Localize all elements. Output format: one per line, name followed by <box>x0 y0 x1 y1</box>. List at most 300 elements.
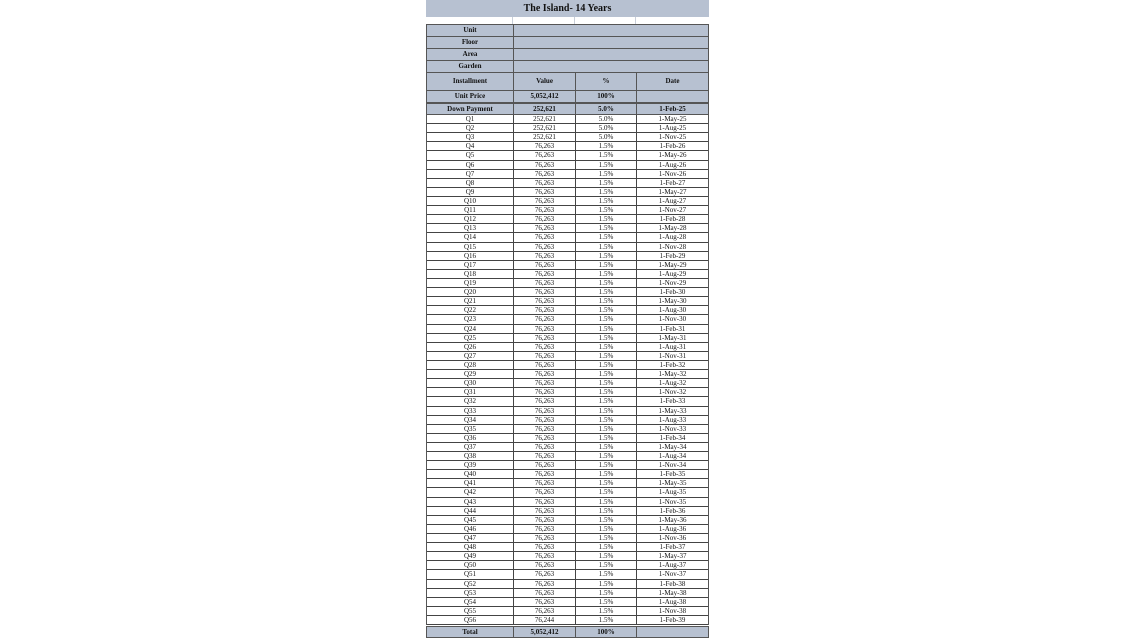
table-row <box>427 261 708 270</box>
down-payment-row <box>426 103 709 115</box>
table-row <box>427 425 708 434</box>
percent-cell: 1.5% <box>576 388 637 397</box>
value-cell: 76,263 <box>514 561 576 570</box>
header-installment: Installment <box>427 73 514 90</box>
value-cell: 76,263 <box>514 215 576 224</box>
percent-cell: 1.5% <box>576 498 637 507</box>
table-row <box>427 607 708 616</box>
header-percent: % <box>576 73 637 90</box>
date-cell: 1-Feb-26 <box>637 142 708 151</box>
table-row <box>427 170 708 179</box>
installment-cell: Q14 <box>427 233 514 242</box>
percent-cell: 1.5% <box>576 598 637 607</box>
value-cell: 76,263 <box>514 261 576 270</box>
value-cell: 76,263 <box>514 279 576 288</box>
value-cell: 76,263 <box>514 151 576 160</box>
table-row <box>427 498 708 507</box>
percent-cell: 1.5% <box>576 288 637 297</box>
table-row <box>427 543 708 552</box>
value-cell: 76,263 <box>514 270 576 279</box>
date-cell: 1-Feb-27 <box>637 179 708 188</box>
date-cell: 1-Aug-31 <box>637 343 708 352</box>
percent-cell: 1.5% <box>576 479 637 488</box>
percent-cell: 1.5% <box>576 379 637 388</box>
percent-cell: 1.5% <box>576 334 637 343</box>
table-row <box>427 124 708 133</box>
date-cell: 1-Nov-38 <box>637 607 708 616</box>
value-cell: 76,263 <box>514 334 576 343</box>
date-cell: 1-May-27 <box>637 188 708 197</box>
table-row <box>427 443 708 452</box>
value-cell: 76,244 <box>514 616 576 625</box>
table-row <box>427 397 708 406</box>
table-row <box>427 252 708 261</box>
value-cell: 76,263 <box>514 288 576 297</box>
value-cell: 76,263 <box>514 206 576 215</box>
value-cell: 76,263 <box>514 570 576 579</box>
table-row <box>427 534 708 543</box>
percent-cell: 1.5% <box>576 416 637 425</box>
table-row <box>427 570 708 579</box>
date-cell: 1-Aug-28 <box>637 233 708 242</box>
value-cell: 76,263 <box>514 461 576 470</box>
installment-cell: Q1 <box>427 115 514 124</box>
table-row <box>427 552 708 561</box>
percent-cell: 1.5% <box>576 607 637 616</box>
date-cell: 1-Feb-30 <box>637 288 708 297</box>
installment-cell: Q13 <box>427 224 514 233</box>
date-cell: 1-Aug-37 <box>637 561 708 570</box>
table-row <box>427 598 708 607</box>
total-date <box>637 627 708 637</box>
installment-cell: Q9 <box>427 188 514 197</box>
value-cell: 76,263 <box>514 516 576 525</box>
percent-cell: 1.5% <box>576 397 637 406</box>
installment-cell: Q53 <box>427 589 514 598</box>
payment-plan-sheet <box>426 0 709 640</box>
date-cell: 1-Feb-28 <box>637 215 708 224</box>
table-row <box>427 589 708 598</box>
installment-cell: Q26 <box>427 343 514 352</box>
date-cell: 1-Aug-33 <box>637 416 708 425</box>
installment-cell: Q28 <box>427 361 514 370</box>
percent-cell: 5.0% <box>576 115 637 124</box>
table-row <box>427 279 708 288</box>
date-cell: 1-Aug-27 <box>637 197 708 206</box>
date-cell: 1-Aug-32 <box>637 379 708 388</box>
percent-cell: 1.5% <box>576 561 637 570</box>
value-cell: 76,263 <box>514 352 576 361</box>
date-cell: 1-Feb-35 <box>637 470 708 479</box>
value-cell: 76,263 <box>514 452 576 461</box>
table-row <box>427 580 708 589</box>
table-row <box>427 325 708 334</box>
value-cell: 76,263 <box>514 580 576 589</box>
date-cell: 1-Nov-34 <box>637 461 708 470</box>
installment-cell: Q30 <box>427 379 514 388</box>
table-row <box>427 388 708 397</box>
percent-cell: 1.5% <box>576 325 637 334</box>
percent-cell: 1.5% <box>576 170 637 179</box>
installment-cell: Q42 <box>427 488 514 497</box>
percent-cell: 1.5% <box>576 188 637 197</box>
unit-price-label: Unit Price <box>427 91 514 102</box>
installment-cell: Q18 <box>427 270 514 279</box>
percent-cell: 1.5% <box>576 434 637 443</box>
date-cell: 1-Nov-29 <box>637 279 708 288</box>
value-cell: 76,263 <box>514 498 576 507</box>
table-row <box>427 416 708 425</box>
date-cell: 1-May-35 <box>637 479 708 488</box>
percent-cell: 1.5% <box>576 315 637 324</box>
table-row <box>427 434 708 443</box>
unit-price-value: 5,052,412 <box>514 91 576 102</box>
installment-cell: Q44 <box>427 507 514 516</box>
installment-cell: Q19 <box>427 279 514 288</box>
table-row <box>427 215 708 224</box>
percent-cell: 1.5% <box>576 507 637 516</box>
date-cell: 1-May-33 <box>637 407 708 416</box>
percent-cell: 1.5% <box>576 270 637 279</box>
installment-cell: Q38 <box>427 452 514 461</box>
installment-cell: Q46 <box>427 525 514 534</box>
table-row <box>427 142 708 151</box>
table-row <box>427 297 708 306</box>
date-cell: 1-Nov-37 <box>637 570 708 579</box>
installment-cell: Q47 <box>427 534 514 543</box>
total-percent: 100% <box>576 627 637 637</box>
table-row <box>427 315 708 324</box>
value-cell: 76,263 <box>514 179 576 188</box>
table-row <box>427 188 708 197</box>
value-cell: 76,263 <box>514 407 576 416</box>
installment-cell: Q21 <box>427 297 514 306</box>
installment-cell: Q4 <box>427 142 514 151</box>
empty-gridline-strip <box>426 17 709 24</box>
percent-cell: 1.5% <box>576 306 637 315</box>
percent-cell: 1.5% <box>576 570 637 579</box>
table-row <box>427 334 708 343</box>
value-cell: 76,263 <box>514 361 576 370</box>
value-cell: 76,263 <box>514 488 576 497</box>
table-row <box>427 361 708 370</box>
percent-cell: 1.5% <box>576 343 637 352</box>
date-cell: 1-Aug-35 <box>637 488 708 497</box>
percent-cell: 1.5% <box>576 488 637 497</box>
info-label-garden: Garden <box>427 61 514 73</box>
installment-cell: Q16 <box>427 252 514 261</box>
date-cell: 1-Aug-30 <box>637 306 708 315</box>
installment-cell: Q55 <box>427 607 514 616</box>
date-cell: 1-Feb-32 <box>637 361 708 370</box>
table-row <box>427 407 708 416</box>
installment-cell: Q37 <box>427 443 514 452</box>
percent-cell: 1.5% <box>576 224 637 233</box>
installment-cell: Q22 <box>427 306 514 315</box>
installment-cell: Q56 <box>427 616 514 625</box>
percent-cell: 1.5% <box>576 297 637 306</box>
date-cell: 1-Feb-36 <box>637 507 708 516</box>
percent-cell: 1.5% <box>576 580 637 589</box>
value-cell: 76,263 <box>514 525 576 534</box>
value-cell: 76,263 <box>514 470 576 479</box>
info-label-area: Area <box>427 49 514 60</box>
value-cell: 76,263 <box>514 507 576 516</box>
percent-cell: 1.5% <box>576 151 637 160</box>
total-row <box>426 626 709 638</box>
table-row <box>427 197 708 206</box>
table-row <box>427 525 708 534</box>
info-row-unit <box>427 25 708 37</box>
date-cell: 1-Nov-30 <box>637 315 708 324</box>
installment-cell: Q2 <box>427 124 514 133</box>
percent-cell: 1.5% <box>576 142 637 151</box>
table-row <box>427 461 708 470</box>
value-cell: 76,263 <box>514 224 576 233</box>
table-row <box>427 370 708 379</box>
table-row <box>427 224 708 233</box>
info-label-floor: Floor <box>427 37 514 48</box>
date-cell: 1-May-25 <box>637 115 708 124</box>
unit-info-table <box>426 24 709 74</box>
table-row <box>427 479 708 488</box>
date-cell: 1-Nov-25 <box>637 133 708 142</box>
table-row <box>427 561 708 570</box>
percent-cell: 1.5% <box>576 279 637 288</box>
installment-cell: Q29 <box>427 370 514 379</box>
unit-price-percent: 100% <box>576 91 637 102</box>
percent-cell: 1.5% <box>576 161 637 170</box>
percent-cell: 1.5% <box>576 407 637 416</box>
installments-table-body <box>426 115 709 625</box>
percent-cell: 5.0% <box>576 133 637 142</box>
date-cell: 1-Aug-26 <box>637 161 708 170</box>
total-value: 5,052,412 <box>514 627 576 637</box>
header-value: Value <box>514 73 576 90</box>
value-cell: 76,263 <box>514 315 576 324</box>
value-cell: 76,263 <box>514 252 576 261</box>
installment-cell: Q24 <box>427 325 514 334</box>
value-cell: 76,263 <box>514 479 576 488</box>
percent-cell: 1.5% <box>576 589 637 598</box>
installment-cell: Q32 <box>427 397 514 406</box>
unit-price-row <box>426 90 709 103</box>
percent-cell: 1.5% <box>576 534 637 543</box>
date-cell: 1-Feb-34 <box>637 434 708 443</box>
info-row-floor <box>427 37 708 49</box>
table-row <box>427 133 708 142</box>
value-cell: 76,263 <box>514 343 576 352</box>
value-cell: 76,263 <box>514 325 576 334</box>
table-row <box>427 206 708 215</box>
installment-cell: Q36 <box>427 434 514 443</box>
date-cell: 1-Feb-37 <box>637 543 708 552</box>
installment-cell: Q51 <box>427 570 514 579</box>
down-payment-date: 1-Feb-25 <box>659 105 686 113</box>
date-cell: 1-Feb-39 <box>637 616 708 625</box>
date-cell: 1-Aug-36 <box>637 525 708 534</box>
value-cell: 76,263 <box>514 598 576 607</box>
info-row-area <box>427 49 708 61</box>
value-cell: 76,263 <box>514 306 576 315</box>
date-cell: 1-May-28 <box>637 224 708 233</box>
percent-cell: 1.5% <box>576 206 637 215</box>
date-cell: 1-Feb-29 <box>637 252 708 261</box>
percent-cell: 1.5% <box>576 361 637 370</box>
table-row <box>427 470 708 479</box>
installment-cell: Q11 <box>427 206 514 215</box>
installment-cell: Q12 <box>427 215 514 224</box>
date-cell: 1-Nov-31 <box>637 352 708 361</box>
info-value-floor[interactable] <box>514 37 708 48</box>
percent-cell: 1.5% <box>576 525 637 534</box>
percent-cell: 1.5% <box>576 233 637 242</box>
percent-cell: 1.5% <box>576 425 637 434</box>
value-cell: 76,263 <box>514 543 576 552</box>
date-cell: 1-Aug-29 <box>637 270 708 279</box>
value-cell: 76,263 <box>514 552 576 561</box>
installment-cell: Q31 <box>427 388 514 397</box>
date-cell: 1-Nov-35 <box>637 498 708 507</box>
percent-cell: 5.0% <box>576 124 637 133</box>
down-payment-value: 252,621 <box>514 104 576 114</box>
installment-cell: Q3 <box>427 133 514 142</box>
value-cell: 76,263 <box>514 161 576 170</box>
header-date: Date <box>665 77 680 85</box>
installment-cell: Q27 <box>427 352 514 361</box>
date-cell: 1-May-31 <box>637 334 708 343</box>
date-cell: 1-Feb-33 <box>637 397 708 406</box>
installment-cell: Q48 <box>427 543 514 552</box>
value-cell: 76,263 <box>514 425 576 434</box>
date-cell: 1-Nov-36 <box>637 534 708 543</box>
value-cell: 252,621 <box>514 133 576 142</box>
percent-cell: 1.5% <box>576 552 637 561</box>
installment-cell: Q41 <box>427 479 514 488</box>
date-cell: 1-Nov-33 <box>637 425 708 434</box>
installment-cell: Q33 <box>427 407 514 416</box>
percent-cell: 1.5% <box>576 452 637 461</box>
total-label: Total <box>427 627 514 637</box>
info-value-unit[interactable] <box>514 25 708 36</box>
value-cell: 76,263 <box>514 607 576 616</box>
value-cell: 76,263 <box>514 534 576 543</box>
date-cell: 1-May-34 <box>637 443 708 452</box>
value-cell: 76,263 <box>514 170 576 179</box>
date-cell: 1-May-32 <box>637 370 708 379</box>
date-cell: 1-Feb-38 <box>637 580 708 589</box>
installment-cell: Q5 <box>427 151 514 160</box>
date-cell: 1-Aug-34 <box>637 452 708 461</box>
installment-cell: Q6 <box>427 161 514 170</box>
info-value-area[interactable] <box>514 49 708 60</box>
value-cell: 76,263 <box>514 370 576 379</box>
date-cell: 1-Aug-25 <box>637 124 708 133</box>
date-cell: 1-May-37 <box>637 552 708 561</box>
table-row <box>427 288 708 297</box>
table-row <box>427 179 708 188</box>
percent-cell: 1.5% <box>576 470 637 479</box>
value-cell: 76,263 <box>514 379 576 388</box>
value-cell: 76,263 <box>514 397 576 406</box>
info-label-unit: Unit <box>427 25 514 36</box>
installment-cell: Q54 <box>427 598 514 607</box>
value-cell: 76,263 <box>514 233 576 242</box>
value-cell: 76,263 <box>514 188 576 197</box>
table-row <box>427 115 708 124</box>
table-row <box>427 233 708 242</box>
table-row <box>427 161 708 170</box>
table-row <box>427 616 708 625</box>
date-cell: 1-May-29 <box>637 261 708 270</box>
table-row <box>427 151 708 160</box>
value-cell: 76,263 <box>514 434 576 443</box>
installment-cell: Q52 <box>427 580 514 589</box>
value-cell: 76,263 <box>514 589 576 598</box>
installment-cell: Q50 <box>427 561 514 570</box>
date-cell: 1-May-26 <box>637 151 708 160</box>
percent-cell: 1.5% <box>576 197 637 206</box>
percent-cell: 1.5% <box>576 516 637 525</box>
table-row <box>427 488 708 497</box>
value-cell: 76,263 <box>514 443 576 452</box>
installment-cell: Q25 <box>427 334 514 343</box>
value-cell: 76,263 <box>514 388 576 397</box>
percent-cell: 1.5% <box>576 252 637 261</box>
date-cell: 1-Nov-27 <box>637 206 708 215</box>
sheet-title: The Island- 14 Years <box>426 0 709 17</box>
value-cell: 252,621 <box>514 124 576 133</box>
percent-cell: 1.5% <box>576 543 637 552</box>
table-row <box>427 243 708 252</box>
installment-cell: Q7 <box>427 170 514 179</box>
table-row <box>427 379 708 388</box>
percent-cell: 1.5% <box>576 461 637 470</box>
installment-cell: Q34 <box>427 416 514 425</box>
installment-cell: Q43 <box>427 498 514 507</box>
installment-cell: Q40 <box>427 470 514 479</box>
date-cell: 1-Nov-26 <box>637 170 708 179</box>
installment-cell: Q35 <box>427 425 514 434</box>
date-cell: 1-Aug-38 <box>637 598 708 607</box>
percent-cell: 1.5% <box>576 370 637 379</box>
percent-cell: 1.5% <box>576 215 637 224</box>
installment-cell: Q39 <box>427 461 514 470</box>
unit-price-date <box>637 91 708 102</box>
percent-cell: 1.5% <box>576 179 637 188</box>
percent-cell: 1.5% <box>576 261 637 270</box>
installment-cell: Q10 <box>427 197 514 206</box>
table-row <box>427 306 708 315</box>
table-row <box>427 343 708 352</box>
date-cell: 1-May-36 <box>637 516 708 525</box>
value-cell: 76,263 <box>514 297 576 306</box>
value-cell: 76,263 <box>514 142 576 151</box>
table-header-row <box>426 72 709 91</box>
table-row <box>427 507 708 516</box>
percent-cell: 1.5% <box>576 443 637 452</box>
table-row <box>427 352 708 361</box>
date-cell: 1-Nov-28 <box>637 243 708 252</box>
installment-cell: Q23 <box>427 315 514 324</box>
date-cell: 1-May-30 <box>637 297 708 306</box>
down-payment-percent: 5.0% <box>576 104 637 114</box>
table-row <box>427 516 708 525</box>
date-cell: 1-May-38 <box>637 589 708 598</box>
value-cell: 76,263 <box>514 197 576 206</box>
value-cell: 76,263 <box>514 243 576 252</box>
percent-cell: 1.5% <box>576 616 637 625</box>
